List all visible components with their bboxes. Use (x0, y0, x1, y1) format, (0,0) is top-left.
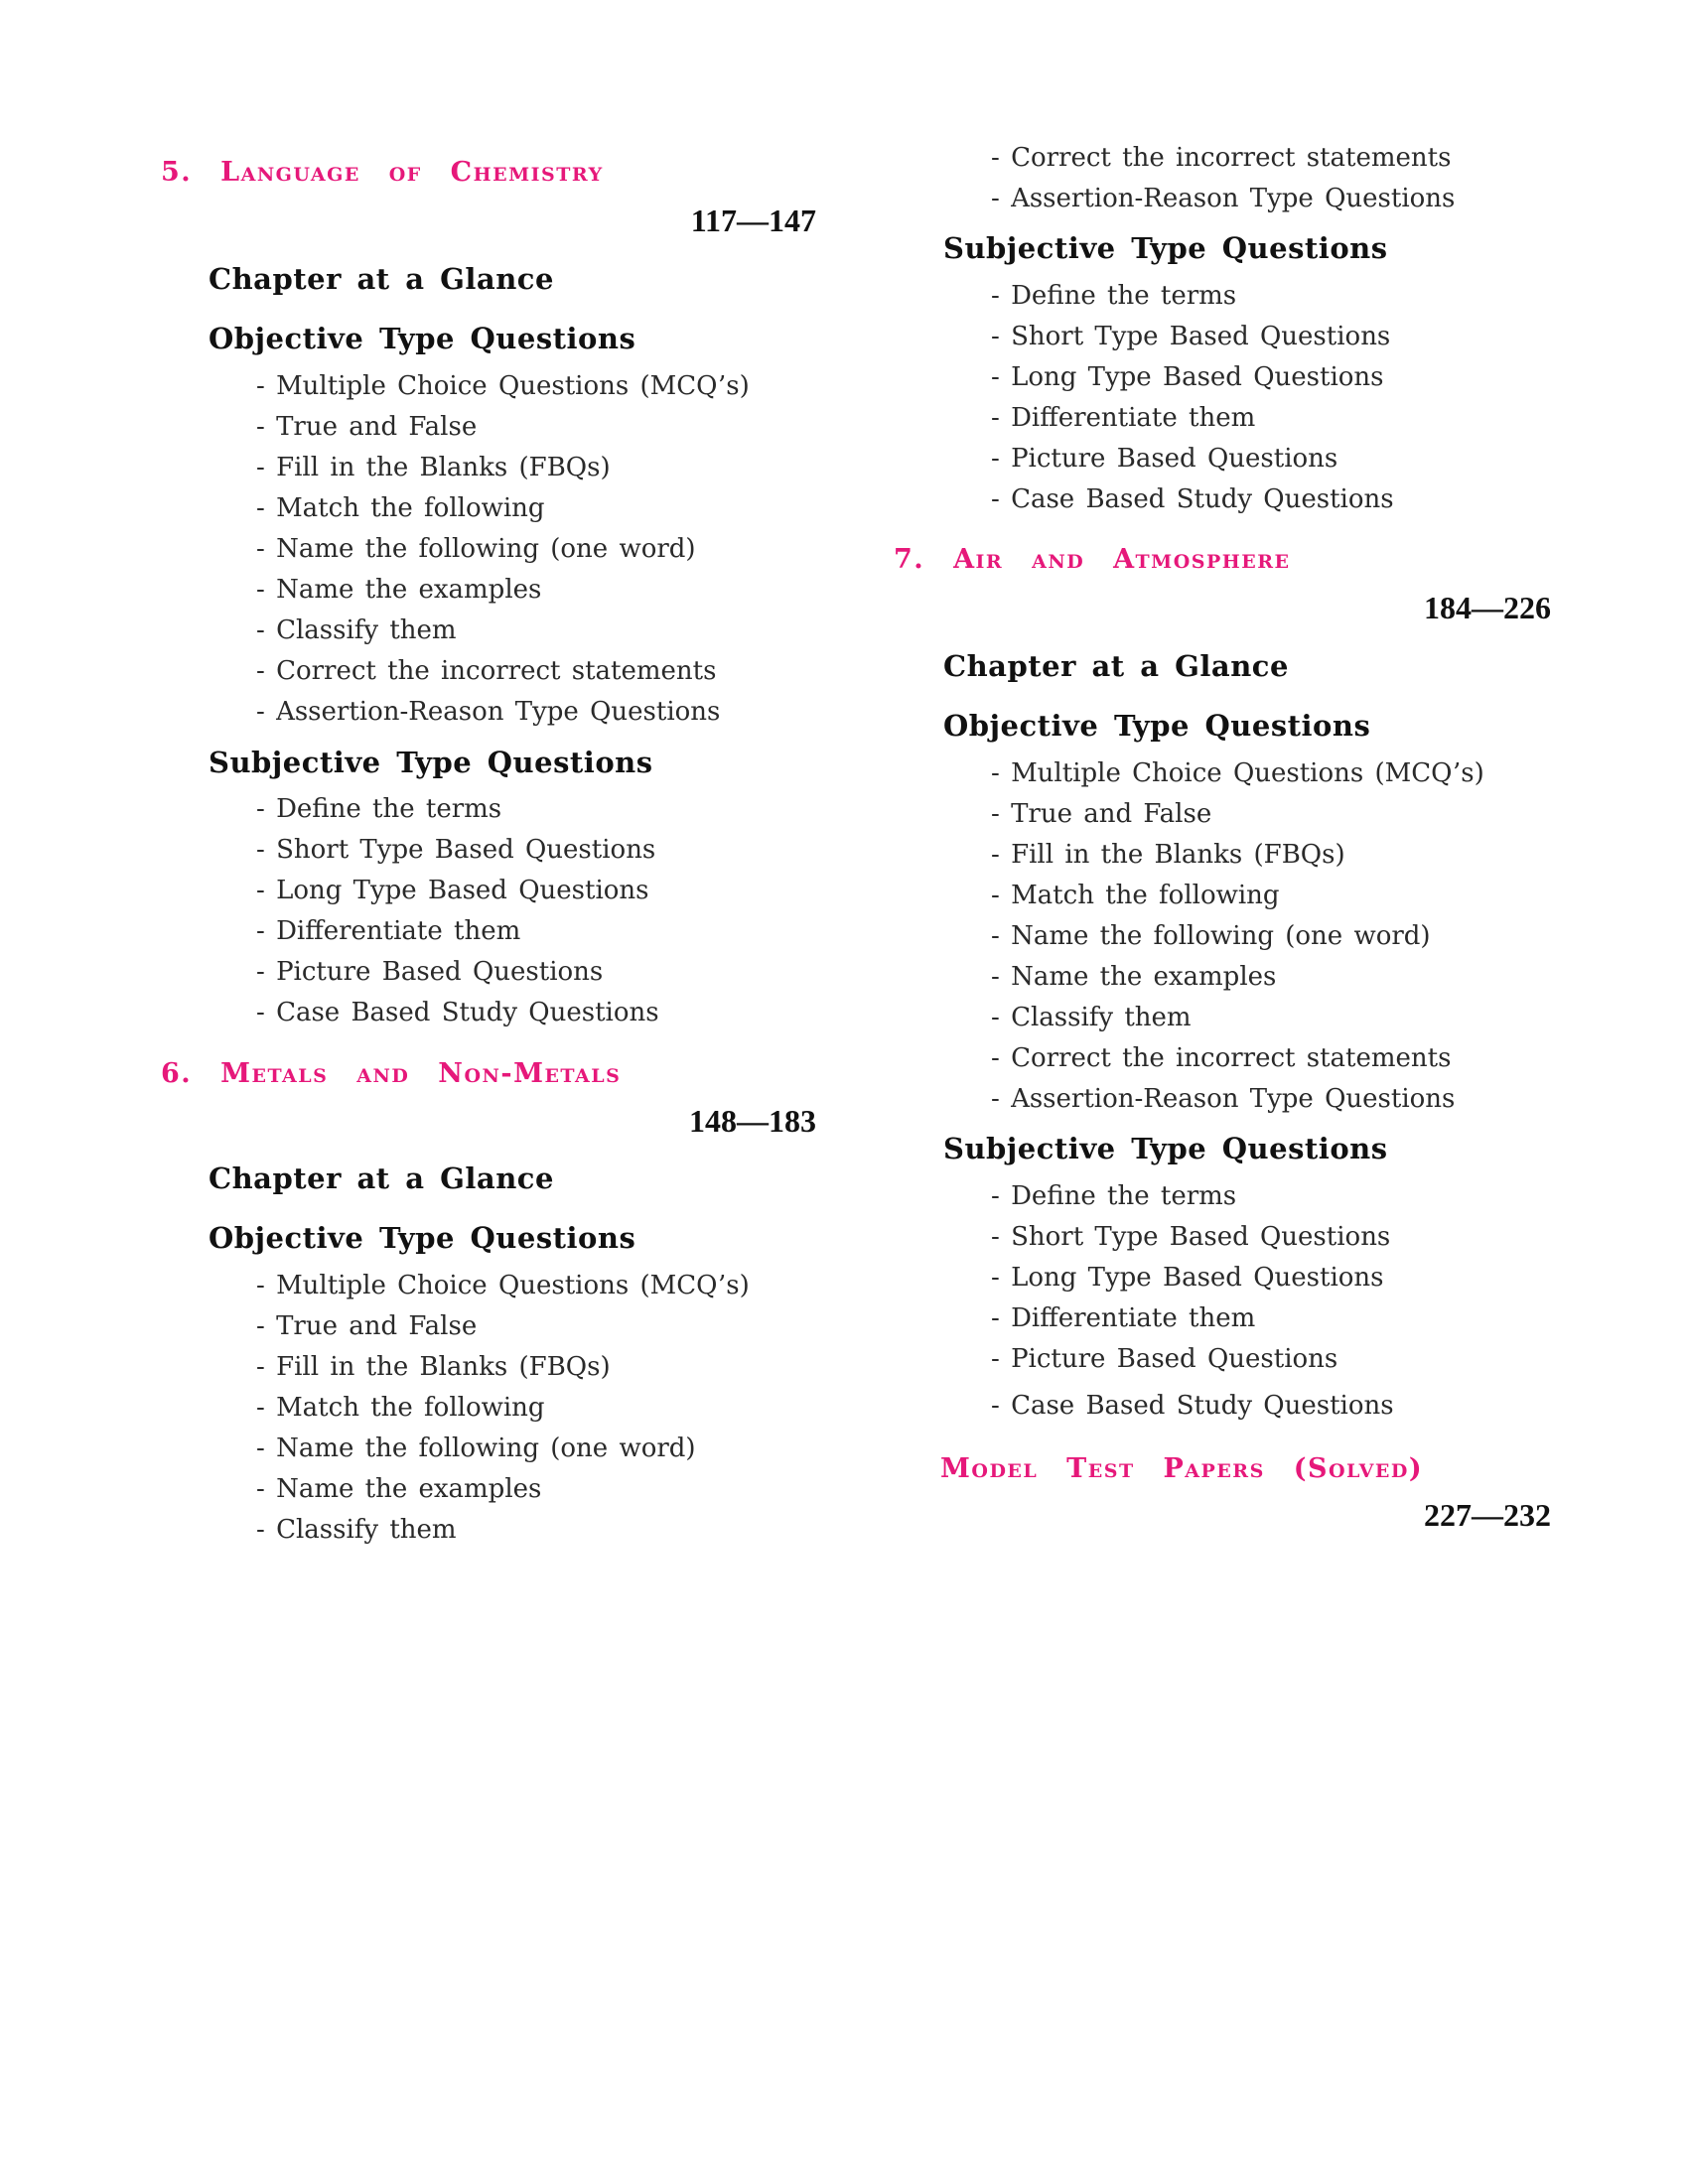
list-item: - Case Based Study Questions (991, 484, 1394, 514)
list-item: - Fill in the Blanks (FBQs) (256, 453, 611, 482)
list-item: - True and False (256, 412, 477, 442)
list-item: - Long Type Based Questions (991, 1263, 1384, 1293)
chapter-7-objective-heading[interactable]: Objective Type Questions (943, 709, 1371, 743)
chapter-6-title[interactable]: 6. Metals and Non-Metals (161, 1058, 622, 1089)
list-item: - Match the following (256, 1393, 545, 1423)
list-item: - Assertion-Reason Type Questions (991, 184, 1455, 213)
list-item: - Name the examples (991, 962, 1276, 992)
list-item: - Name the examples (256, 575, 541, 605)
list-item: - Case Based Study Questions (991, 1391, 1394, 1421)
list-item: - Multiple Choice Questions (MCQ’s) (256, 371, 750, 401)
list-item: - Correct the incorrect statements (991, 143, 1451, 173)
list-item: - Match the following (991, 881, 1280, 910)
list-item: - Classify them (991, 1003, 1192, 1032)
chapter-5-subjective-heading[interactable]: Subjective Type Questions (209, 746, 653, 779)
list-item: - Correct the incorrect statements (256, 656, 716, 686)
chapter-6-pages: 148—183 (689, 1103, 816, 1139)
chapter-5-objective-heading[interactable]: Objective Type Questions (209, 322, 636, 355)
list-item: - Short Type Based Questions (991, 1222, 1390, 1252)
list-item: - Short Type Based Questions (991, 322, 1390, 351)
list-item: - Case Based Study Questions (256, 998, 659, 1027)
list-item: - True and False (991, 799, 1211, 829)
list-item: - Short Type Based Questions (256, 835, 655, 865)
list-item: - Correct the incorrect statements (991, 1043, 1451, 1073)
list-item: - Long Type Based Questions (256, 876, 649, 905)
list-item: - True and False (256, 1311, 477, 1341)
list-item: - Differentiate them (256, 916, 520, 946)
model-test-papers-pages: 227—232 (1424, 1497, 1551, 1533)
chapter-5-title[interactable]: 5. Language of Chemistry (161, 157, 604, 188)
list-item: - Assertion-Reason Type Questions (991, 1084, 1455, 1114)
list-item: - Classify them (256, 615, 457, 645)
chapter-6-glance[interactable]: Chapter at a Glance (209, 1161, 554, 1195)
list-item: - Multiple Choice Questions (MCQ’s) (256, 1271, 750, 1300)
chapter-6-objective-heading[interactable]: Objective Type Questions (209, 1221, 636, 1255)
list-item: - Define the terms (991, 281, 1236, 311)
chapter-7-glance[interactable]: Chapter at a Glance (943, 649, 1289, 683)
chapter-5-pages: 117—147 (690, 203, 816, 238)
list-item: - Classify them (256, 1515, 457, 1545)
model-test-papers-title[interactable]: Model Test Papers (Solved) (940, 1453, 1424, 1484)
list-item: - Picture Based Questions (991, 444, 1337, 474)
list-item: - Name the examples (256, 1474, 541, 1504)
chapter-5-glance[interactable]: Chapter at a Glance (209, 262, 554, 296)
list-item: - Differentiate them (991, 1303, 1255, 1333)
list-item: - Fill in the Blanks (FBQs) (256, 1352, 611, 1382)
list-item: - Differentiate them (991, 403, 1255, 433)
list-item: - Multiple Choice Questions (MCQ’s) (991, 758, 1484, 788)
chapter-6-subjective-heading[interactable]: Subjective Type Questions (943, 231, 1388, 265)
chapter-7-subjective-heading[interactable]: Subjective Type Questions (943, 1132, 1388, 1165)
list-item: - Name the following (one word) (991, 921, 1431, 951)
list-item: - Match the following (256, 493, 545, 523)
list-item: - Define the terms (256, 794, 501, 824)
list-item: - Name the following (one word) (256, 1433, 696, 1463)
list-item: - Picture Based Questions (991, 1344, 1337, 1374)
list-item: - Picture Based Questions (256, 957, 603, 987)
chapter-7-title[interactable]: 7. Air and Atmosphere (894, 544, 1291, 575)
list-item: - Assertion-Reason Type Questions (256, 697, 720, 727)
list-item: - Fill in the Blanks (FBQs) (991, 840, 1345, 870)
list-item: - Long Type Based Questions (991, 362, 1384, 392)
list-item: - Define the terms (991, 1181, 1236, 1211)
list-item: - Name the following (one word) (256, 534, 696, 564)
chapter-7-pages: 184—226 (1424, 590, 1551, 625)
